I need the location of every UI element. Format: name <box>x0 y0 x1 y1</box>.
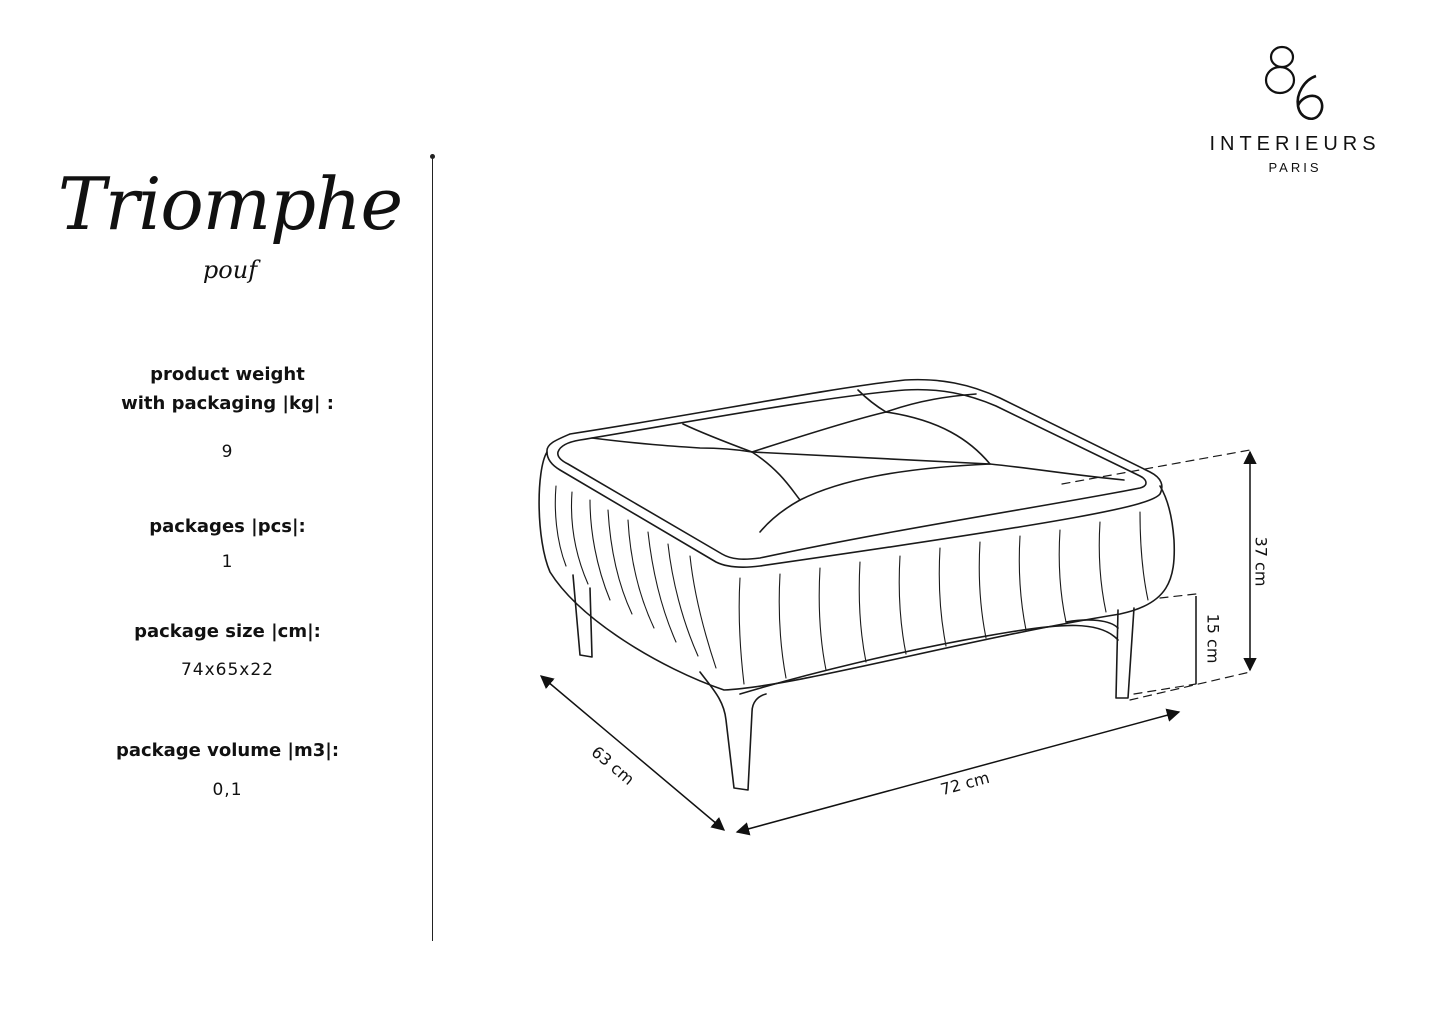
side-pleats <box>555 486 1148 684</box>
spec-package-volume-value: 0,1 <box>212 780 243 800</box>
height-dimension-label: 37 cm <box>1251 536 1271 587</box>
base-rail <box>740 625 1118 694</box>
spec-weight-label-line1: product weight <box>150 364 305 385</box>
spec-weight-label-line2: with packaging |kg| : <box>121 393 334 414</box>
depth-dimension-label: 63 cm <box>587 742 639 789</box>
tuft-seam <box>760 500 800 532</box>
leg-height-dimension-label: 15 cm <box>1203 613 1223 664</box>
depth-dimension-line <box>541 676 724 830</box>
product-title: Triomphe <box>57 162 403 246</box>
spec-weight-value: 9 <box>221 442 234 462</box>
tuft-seam <box>886 394 976 412</box>
tuft-seam <box>800 464 990 500</box>
right-back-leg <box>1116 608 1134 698</box>
width-dimension-label: 72 cm <box>938 767 992 800</box>
tuft-seam <box>683 424 800 500</box>
tuft-seam <box>752 452 1124 480</box>
tuft-seam <box>752 412 990 464</box>
width-dimension-line <box>737 712 1179 832</box>
spec-package-size-value: 74x65x22 <box>180 660 275 680</box>
spec-packages-value: 1 <box>221 552 234 572</box>
brand-city: PARIS <box>1268 160 1322 175</box>
spec-package-size-label: package size |cm|: <box>134 621 321 642</box>
brand-name: INTERIEURS <box>1209 133 1381 155</box>
spec-package-volume-label: package volume |m3|: <box>115 740 340 761</box>
spec-packages-label: packages |pcs|: <box>149 516 306 537</box>
cushion-piping <box>558 390 1146 560</box>
product-type: pouf <box>202 256 258 284</box>
tuft-seam <box>592 438 752 452</box>
